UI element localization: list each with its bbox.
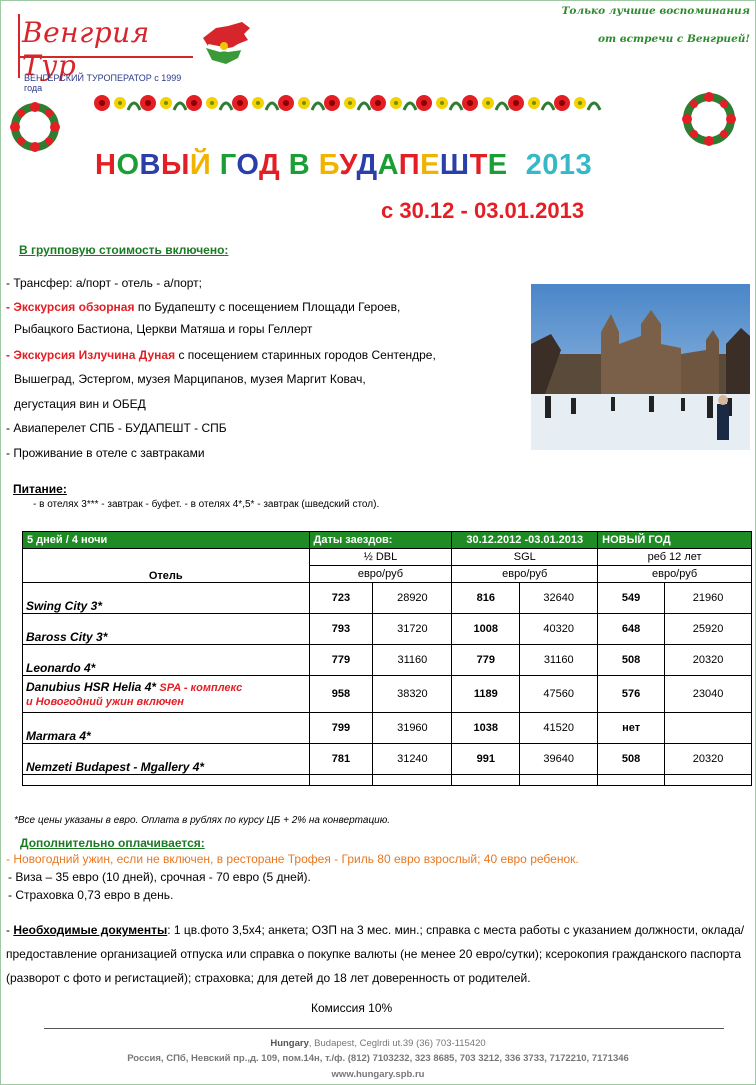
excursion-1-line-2: Рыбацкого Бастиона, Церкви Матяша и горы Геллерт [14,322,313,336]
footer-hungary-address: , Budapest, Ceglrdi ut.39 (36) 703-115420 [308,1038,486,1049]
currency-sgl: евро/руб [452,566,598,583]
sgl-eur: 1008 [452,614,520,645]
table-row [23,713,752,744]
included-excursion-2 [6,348,436,362]
hotel-name: Danubius HSR Helia 4* [26,680,157,694]
hotel-name-cell [23,676,310,713]
table-header-row [23,532,752,549]
dbl-rub: 28920 [373,583,452,614]
price-table [22,531,752,786]
sgl-eur: 816 [452,583,520,614]
title-letter: Ш [439,149,470,181]
hotel-spa-note: SPA - комплекс [159,682,243,694]
table-end-cell [452,775,520,786]
included-heading [19,243,228,257]
logo-subtitle: ВЕНГЕРСКИЙ ТУРОПЕРАТОР с 1999 года [24,73,182,93]
sgl-eur: 991 [452,744,520,775]
logo-title: Венгрия Тур [22,16,150,82]
dbl-eur: 781 [309,744,373,775]
table-end-cell [309,775,373,786]
child-rub: 23040 [665,676,752,713]
flower-border-icon [92,90,602,116]
extra-dinner: - Новогодний ужин, если не включен, в ресторане Трофея - Гриль 80 евро взрослый; 40 евро ребенок. [6,852,579,866]
footer-site-link[interactable]: www.hungary.spb.ru [331,1069,425,1080]
excursion-2-line-3: дегустация вин и ОБЕД [14,397,146,411]
dbl-eur: 799 [309,713,373,744]
table-end-cell [373,775,452,786]
child-rub: 25920 [665,614,752,645]
excursion-2-title: Экскурсия Излучина Дуная [13,348,176,362]
title-letter [280,149,289,181]
title-letter: Г [219,149,237,181]
footer-hungary-bold: Hungary [270,1038,309,1049]
title-letter: Ы [160,149,190,181]
currency-child: евро/руб [598,566,752,583]
title-letter: Е [487,149,508,181]
docs-text: : 1 цв.фото 3,5х4; анкета; ОЗП на 3 мес. мин.; справка с места работы с указанием должности, оклада/предоставление организацией отпуска или справка о покупке валюты (не менее 20 евро/сутки); ксерокопия гражданского паспорта (разворот с фото и регистацией); страховка; для детей до 18 лет доверенность от родителей. [6,923,745,985]
sgl-rub: 40320 [520,614,598,645]
logo-vertical-line [18,14,20,78]
title-letter: Н [95,149,117,181]
col-sgl: SGL [452,549,598,566]
child-eur: 508 [598,645,665,676]
sgl-eur: 1189 [452,676,520,713]
title-letter: О [236,149,260,181]
page-title [95,149,592,182]
table-end-row [23,775,752,786]
extra-heading: Дополнительно оплачивается: [20,836,205,850]
included-hotel: - Проживание в отеле с завтраками [6,446,205,460]
table-dates-value: 30.12.2012 -03.01.2013 [452,532,598,549]
hotel-name: Marmara 4* [23,713,310,744]
included-heading-colon: : [224,243,229,257]
hotel-name: Swing City 3* [23,583,310,614]
excursion-2-line-2: Вышеград, Эстергом, музея Марципанов, музея Маргит Ковач, [14,372,366,386]
table-duration: 5 дней / 4 ночи [23,532,310,549]
hotel-name: Leonardo 4* [23,645,310,676]
title-letter: Е [420,149,440,181]
title-letter [310,149,319,181]
table-subheader-row [23,549,752,566]
footer-russia: Россия, СПб, Невский пр.,д. 109, пом.14н, т./ф. (812) 7103232, 323 8685, 703 3212, 336 3733, 7172210, 7171346 [127,1053,629,1064]
table-end-cell [520,775,598,786]
extra-visa: - Виза – 35 евро (10 дней), срочная - 70 евро (5 дней). [8,870,311,884]
col-hotel [23,549,310,583]
title-letter: Т [469,149,488,181]
title-text [95,149,508,181]
table-row [23,676,752,713]
company-logo[interactable] [8,6,186,93]
table-dates-label: Даты заездов: [309,532,452,549]
table-row [23,583,752,614]
extra-insurance: - Страховка 0,73 евро в день. [8,888,174,902]
table-end-cell [598,775,665,786]
hotel-name: Nemzeti Budapest - Mgallery 4* [23,744,310,775]
required-documents [6,918,756,990]
hungary-map-icon [198,20,253,70]
included-heading-text: В групповую стоимость включено [19,243,225,257]
title-letter: П [398,149,421,181]
table-row [23,744,752,775]
title-letter: Б [318,149,340,181]
food-text: - в отелях 3*** - завтрак - буфет. - в отелях 4*,5* - завтрак (шведский стол). [33,499,380,510]
dbl-eur: 723 [309,583,373,614]
child-eur: 508 [598,744,665,775]
docs-label: Необходимые документы [13,923,168,937]
tour-dates: с 30.12 - 03.01.2013 [381,198,585,223]
slogan-line-1: Только лучшие воспоминания [561,5,750,17]
table-row [23,614,752,645]
dbl-rub: 31160 [373,645,452,676]
title-letter: В [288,149,311,181]
col-dbl: ½ DBL [309,549,452,566]
table-end-cell [23,775,310,786]
included-flight: - Авиаперелет СПБ - БУДАПЕШТ - СПБ [6,421,227,435]
budapest-castle-photo [531,284,750,450]
hotel-dinner-note: и Новогодний ужин включен [26,696,184,708]
title-letter: Д [259,149,281,181]
title-letter [211,149,220,181]
commission: Комиссия 10% [311,1001,393,1015]
sgl-rub: 32640 [520,583,598,614]
table-end-cell [665,775,752,786]
dbl-rub: 31720 [373,614,452,645]
child-rub [665,713,752,744]
hotel-name: Baross City 3* [23,614,310,645]
sgl-eur: 779 [452,645,520,676]
col-child: реб 12 лет [598,549,752,566]
dbl-eur: 779 [309,645,373,676]
excursion-1-title: Экскурсия обзорная [13,300,135,314]
slogan-line-2: от встречи с Венгрией! [597,33,750,45]
title-letter: О [116,149,140,181]
title-letter: Д [356,149,378,181]
sgl-rub: 31160 [520,645,598,676]
title-letter: У [339,149,357,181]
sgl-rub: 41520 [520,713,598,744]
excursion-1-desc: по Будапешту с посещением Площади Героев, [134,300,401,314]
price-note: *Все цены указаны в евро. Оплата в рублях по курсу ЦБ + 2% на конвертацию. [14,815,391,826]
food-heading: Питание: [13,482,67,496]
dbl-eur: 958 [309,676,373,713]
included-excursion-1 [6,300,400,314]
dbl-rub: 31240 [373,744,452,775]
title-letter: В [139,149,161,181]
footer-hungary [0,1038,756,1049]
excursion-2-desc: с посещением старинных городов Сентендре, [175,348,436,362]
currency-dbl: евро/руб [309,566,452,583]
dbl-eur: 793 [309,614,373,645]
right-wreath-icon [678,88,740,150]
col-hotel-label: Отель [148,570,183,582]
sgl-rub: 39640 [520,744,598,775]
included-transfer: - Трансфер: а/порт - отель - а/порт; [6,276,202,290]
title-letter: А [377,149,399,181]
dbl-rub: 31960 [373,713,452,744]
child-eur: нет [598,713,665,744]
excursion-1-prefix: - [6,300,14,314]
dbl-rub: 38320 [373,676,452,713]
sgl-eur: 1038 [452,713,520,744]
child-eur: 576 [598,676,665,713]
docs-prefix: - [6,923,14,937]
child-rub: 20320 [665,645,752,676]
table-row [23,645,752,676]
footer-divider [44,1028,724,1029]
sgl-rub: 47560 [520,676,598,713]
table-new-year: НОВЫЙ ГОД [598,532,752,549]
title-letter: Й [189,149,212,181]
child-eur: 648 [598,614,665,645]
excursion-2-prefix: - [6,348,14,362]
left-wreath-icon [6,98,64,156]
title-year: 2013 [525,149,593,181]
child-rub: 20320 [665,744,752,775]
child-rub: 21960 [665,583,752,614]
child-eur: 549 [598,583,665,614]
